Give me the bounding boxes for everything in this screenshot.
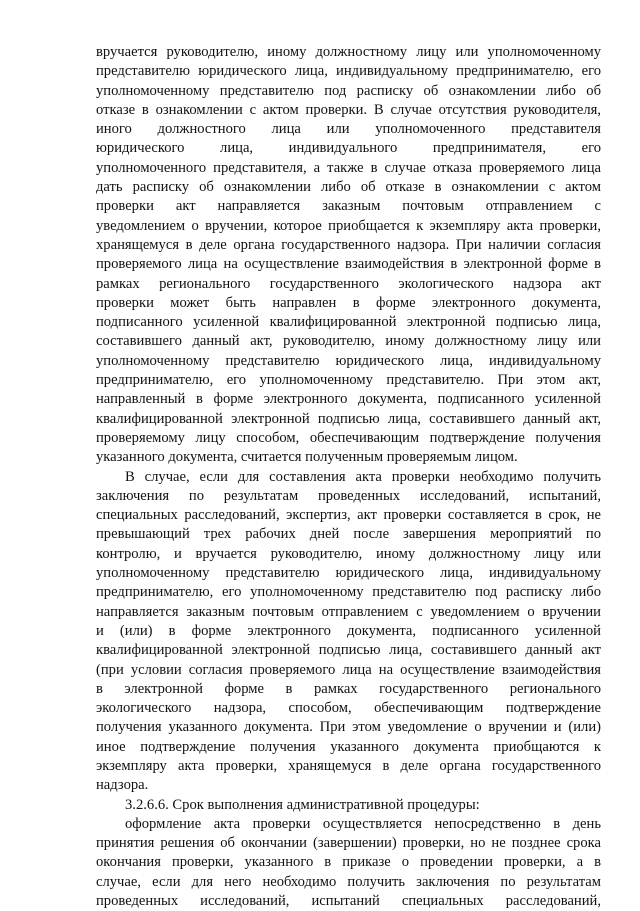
text-line: квалифицированной электронной подписью лица, составившего данный акт [96,642,601,659]
text-line: контролю, и вручается руководителю, иному должностному лицу или [96,545,601,562]
text-line: иного должностного лица или уполномоченного представителя [96,121,601,138]
text-line: подписанного усиленной квалифицированной электронной подписью лица, [96,314,601,331]
text-line: проверяемому лицу способом, обеспечивающим подтверждение получения [96,429,601,446]
text-line: заключения по результатам проведенных исследований, испытаний, [96,487,601,504]
text-line: в электронной форме в рамках государственного регионального [96,680,601,697]
text-line: специальных расследований, экспертиз, акт проверки составляется в срок, не [96,507,601,524]
text-line: получения указанного документа. При этом уведомление о вручении и (или) [96,719,601,736]
text-line: иное подтверждение получения указанного документа приобщаются к [96,738,601,755]
text-line: окончания проверки, указанного в приказе о проведении проверки, а в [96,854,601,871]
text-line: случае, если для него необходимо получить заключения по результатам [96,873,601,890]
text-line: (при условии согласия проверяемого лица на осуществление взаимодействия [96,661,601,678]
text-line: квалифицированной электронной подписью лица, составившего данный акт, [96,410,601,427]
text-line: уполномоченному представителю юридического лица, индивидуальному [96,565,601,582]
text-line: 3.2.6.6. Срок выполнения административной процедуры: [125,796,480,813]
text-line: представителю юридического лица, индивидуальному предпринимателю, его [96,63,601,80]
text-line: указанного документа, считается полученным проверяемым лицом. [96,449,518,466]
text-line: юридического лица, индивидуального предпринимателя, его [96,140,601,157]
text-line: уполномоченному представителю под расписку об ознакомлении либо об [96,82,601,99]
text-line: направленный в форме электронного документа, подписанного усиленной [96,391,601,408]
text-line: принятия решения об окончании (завершении) проверки, но не позднее срока [96,835,601,852]
text-line: уполномоченному представителю юридического лица, индивидуальному [96,352,601,369]
text-line: проверки может быть направлен в форме электронного документа, [96,294,601,311]
text-line: предпринимателю, его уполномоченному представителю. При этом акт, [96,372,601,389]
text-line: оформление акта проверки осуществляется непосредственно в день [125,815,601,832]
text-line: хранящемуся в деле органа государственного надзора. При наличии согласия [96,236,601,253]
text-line: экземпляру акта проверки, хранящемуся в деле органа государственного [96,757,601,774]
text-line: экологического надзора, способом, обеспечивающим подтверждение [96,700,601,717]
text-line: В случае, если для составления акта проверки необходимо получить [125,468,601,485]
text-line: рамках регионального государственного экологического надзора акт [96,275,601,292]
document-body [96,43,601,911]
text-line: надзора. [96,777,149,794]
text-line: проведенных исследований, испытаний специальных расследований, [96,893,601,910]
text-line: направляется заказным почтовым отправлением с уведомлением о вручении [96,603,601,620]
text-line: вручается руководителю, иному должностному лицу или уполномоченному [96,44,601,60]
text-line: проверки акт направляется заказным почтовым отправлением с [96,198,601,215]
text-line: составившего данный акт, руководителю, иному должностному лицу или [96,333,601,350]
text-line: дать расписку об ознакомлении либо об отказе в ознакомлении с актом [96,179,601,196]
text-line: уполномоченного представителя, а также в случае отказа проверяемого лица [96,159,601,176]
text-line: уведомлением о вручении, которое приобщается к экземпляру акта проверки, [96,217,601,234]
text-line: превышающий трех рабочих дней после завершения мероприятий по [96,526,601,543]
text-line: предпринимателю, его уполномоченному представителю под расписку либо [96,584,601,601]
text-line: проверяемого лица на осуществление взаимодействия в электронной форме в [96,256,601,273]
text-line: и (или) в форме электронного документа, подписанного усиленной [96,622,601,639]
text-line: отказе в ознакомлении с актом проверки. В случае отсутствия руководителя, [96,101,601,118]
